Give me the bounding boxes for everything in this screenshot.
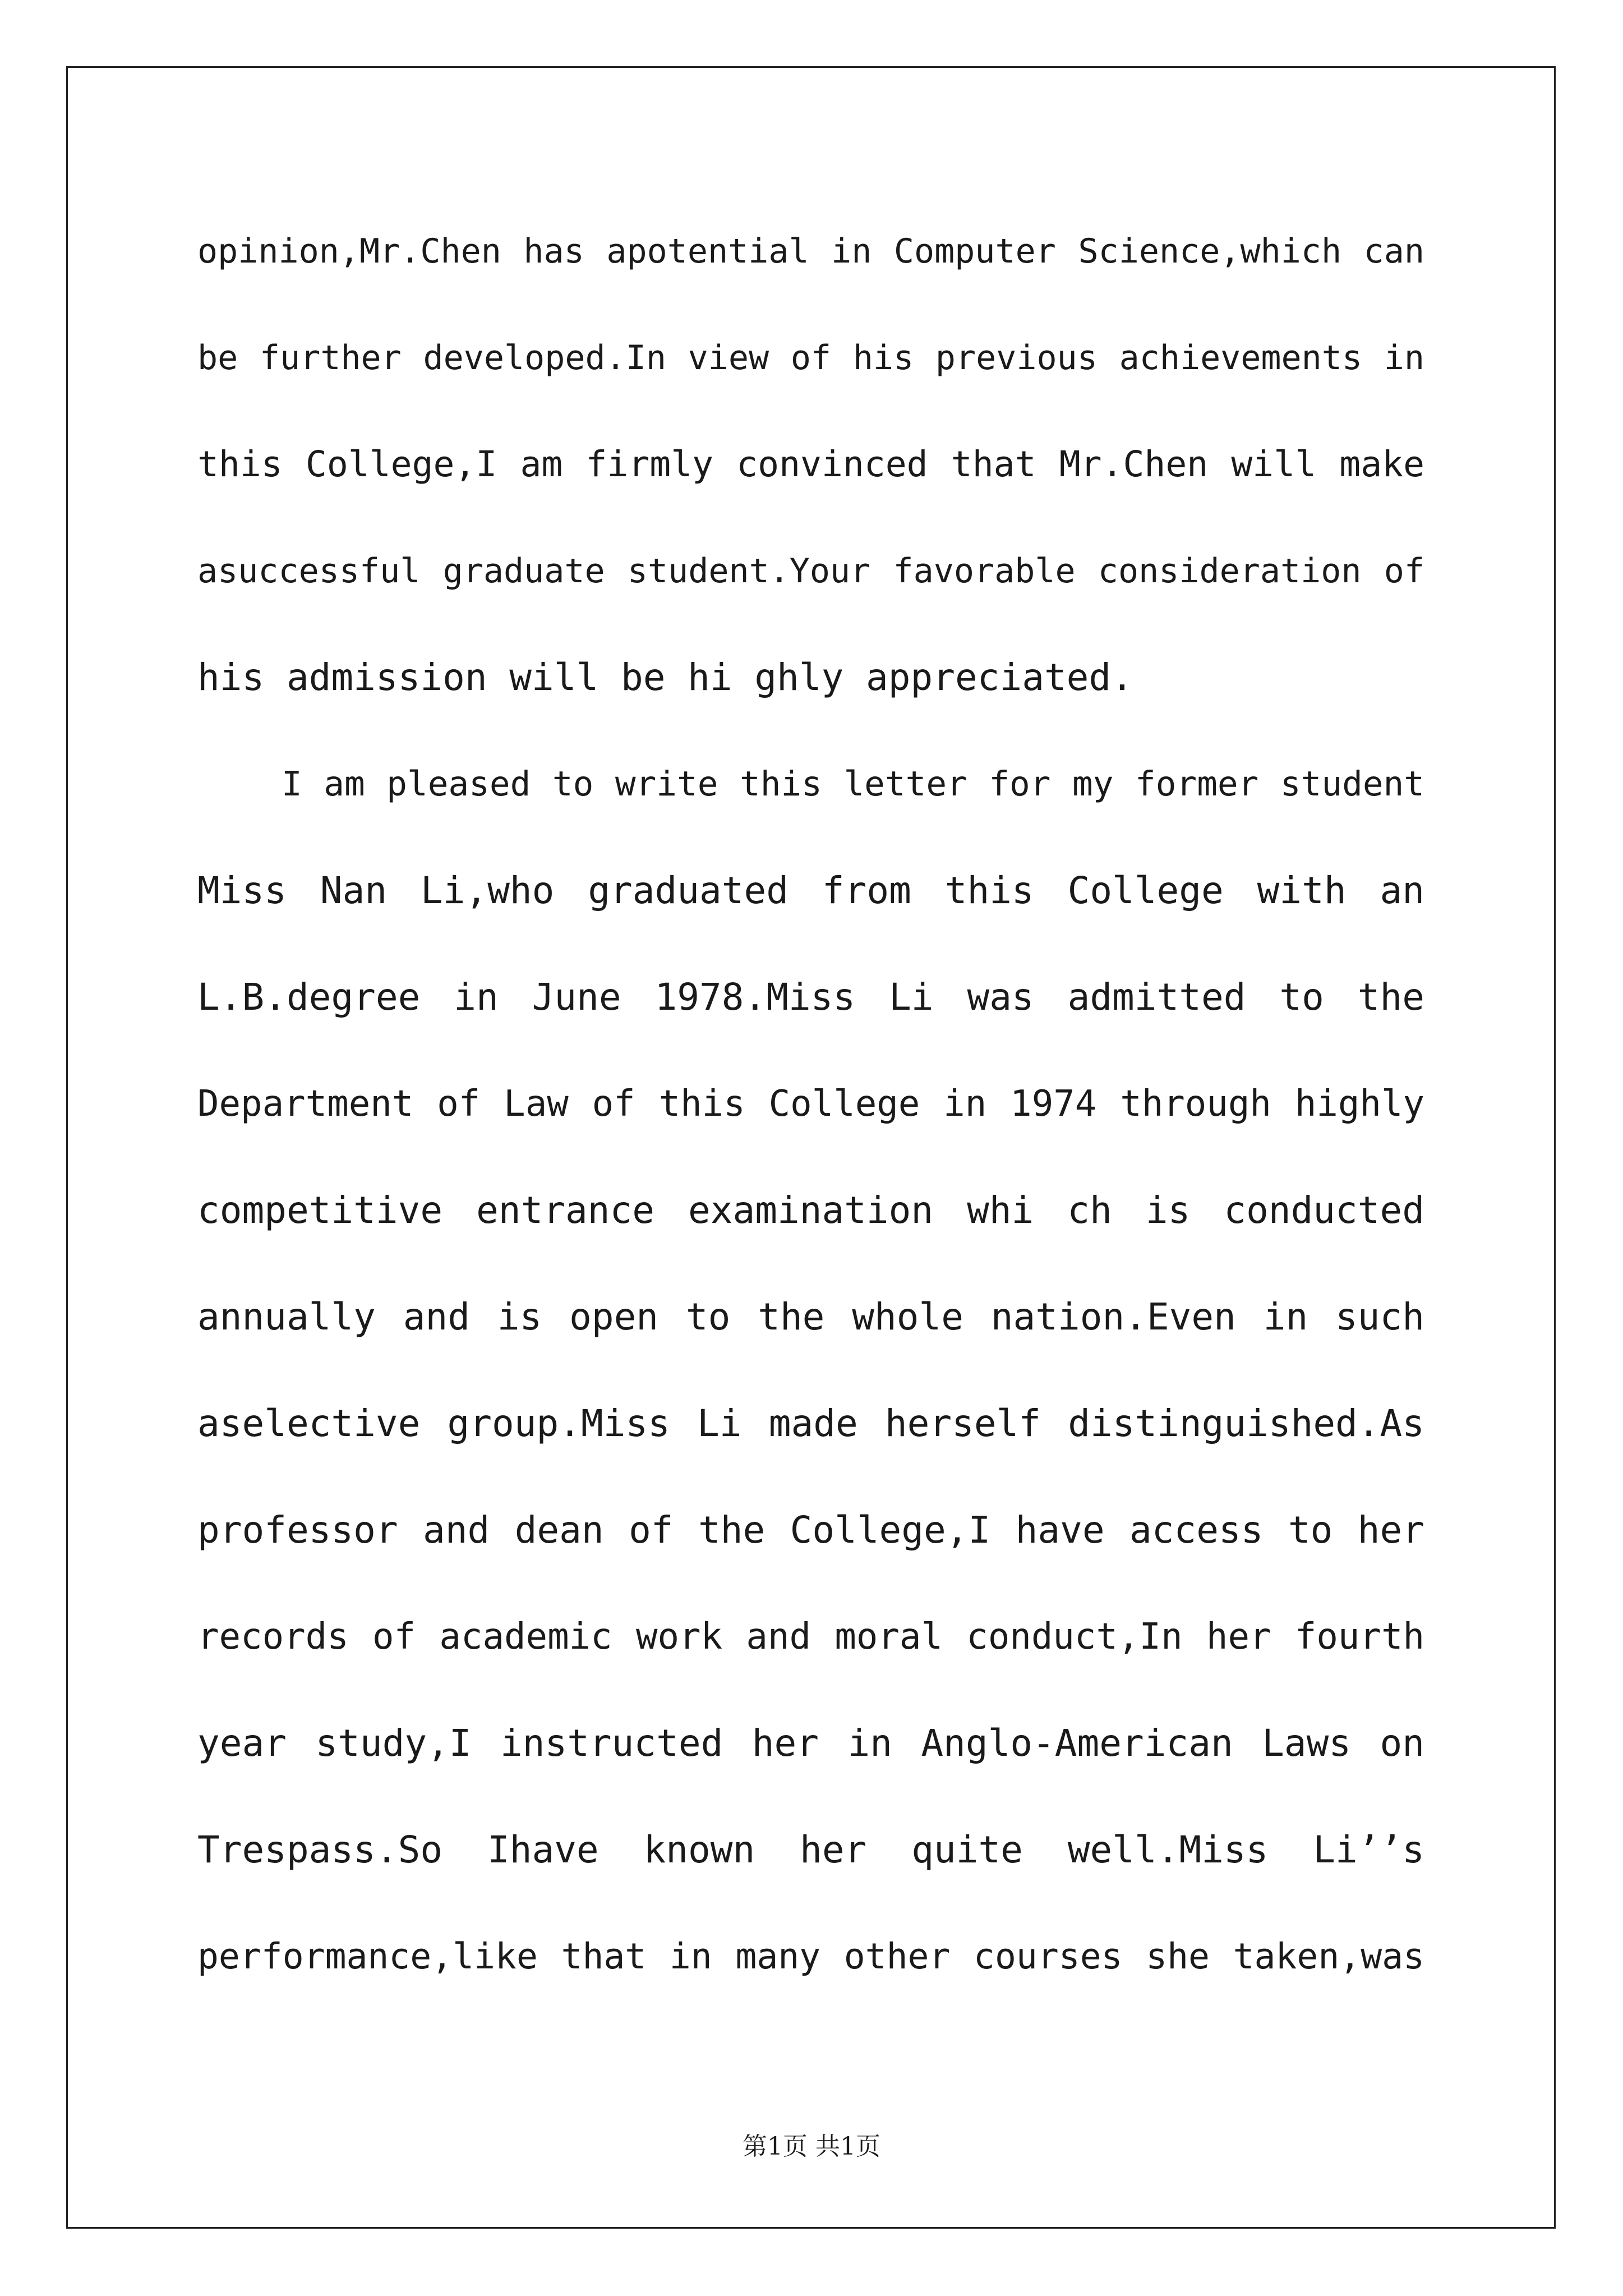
paragraph-line: be further developed.In view of his previous achievements in xyxy=(197,338,1424,378)
paragraph-line: aselective group.Miss Li made herself distinguished.As xyxy=(197,1402,1424,1445)
page-number-label: 第1页 共1页 xyxy=(743,2132,880,2161)
paragraph-line: his admission will be hi ghly appreciated. xyxy=(197,656,1133,699)
paragraph-line: professor and dean of the College,I have access to her xyxy=(197,1508,1424,1552)
paragraph-line: I am pleased to write this letter for my former student xyxy=(282,764,1424,804)
paragraph-line: this College,I am firmly convinced that Mr.Chen will make xyxy=(197,444,1424,485)
paragraph-line: records of academic work and moral conduct,In her fourth xyxy=(197,1616,1424,1658)
paragraph-line: L.B.degree in June 1978.Miss Li was admitted to the xyxy=(197,976,1424,1019)
page-footer xyxy=(0,2126,1623,2162)
paragraph-line: Miss Nan Li,who graduated from this College with an xyxy=(197,869,1424,912)
paragraph-line: year study,I instructed her in Anglo-American Laws on xyxy=(197,1722,1424,1765)
paragraph-line: Department of Law of this College in 1974 through highly xyxy=(197,1083,1424,1125)
paragraph-line: asuccessful graduate student.Your favorable consideration of xyxy=(197,551,1424,591)
paragraph-line: performance,like that in many other courses she taken,was xyxy=(197,1936,1424,1977)
paragraph-line: Trespass.So Ihave known her quite well.Miss Li’’s xyxy=(197,1828,1424,1871)
paragraph-line: opinion,Mr.Chen has apotential in Computer Science,which can xyxy=(197,232,1424,271)
page-border xyxy=(66,66,1556,2229)
paragraph-line: competitive entrance examination whi ch is conducted xyxy=(197,1189,1424,1232)
paragraph-line: annually and is open to the whole nation.Even in such xyxy=(197,1295,1424,1338)
